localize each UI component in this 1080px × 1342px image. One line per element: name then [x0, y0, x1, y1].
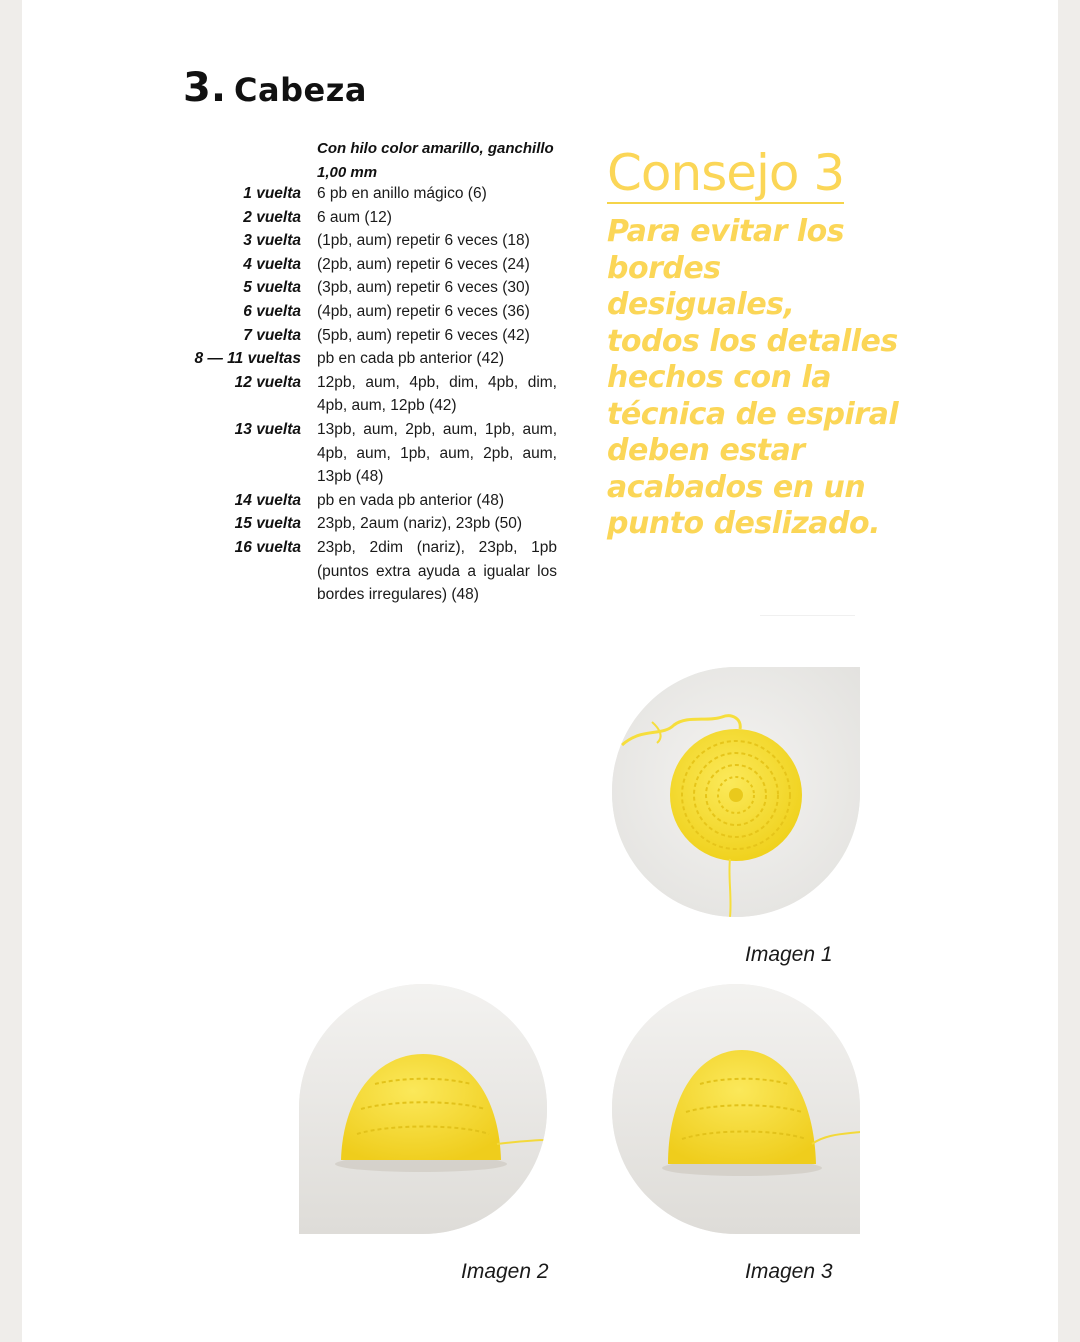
round-label: 12 vuelta: [234, 373, 301, 391]
round-label: 5 vuelta: [243, 279, 301, 297]
round-row: [180, 489, 570, 513]
round-instruction: (2pb, aum) repetir 6 veces (24): [317, 255, 530, 273]
round-row: [180, 300, 570, 324]
round-label: 4 vuelta: [243, 255, 301, 273]
round-row: [180, 512, 570, 536]
pattern-intro: Con hilo color amarillo, ganchillo 1,00 mm: [317, 140, 554, 181]
image-caption-2: Imagen 2: [461, 1260, 549, 1283]
section-number: 3.: [183, 65, 227, 111]
round-row: [180, 418, 570, 489]
round-row: [180, 276, 570, 300]
round-instruction: (3pb, aum) repetir 6 veces (30): [317, 279, 530, 297]
pattern-rounds: [180, 182, 570, 607]
photo-crochet-dome-side: [299, 984, 547, 1234]
image-caption-3: Imagen 3: [745, 1260, 833, 1283]
round-label: 2 vuelta: [243, 208, 301, 226]
round-instruction: (5pb, aum) repetir 6 veces (42): [317, 326, 530, 344]
section-heading: [183, 65, 367, 111]
photo-crochet-circle: [612, 667, 860, 917]
round-instruction: 6 pb en anillo mágico (6): [317, 185, 487, 202]
round-instruction: (4pb, aum) repetir 6 veces (36): [317, 302, 530, 320]
round-row: [180, 253, 570, 277]
crochet-circle-illustration: [612, 667, 860, 917]
round-row: [180, 347, 570, 371]
round-label: 15 vuelta: [234, 515, 301, 533]
round-label: 7 vuelta: [243, 326, 301, 344]
round-row: [180, 182, 570, 206]
round-instruction: 13pb, aum, 2pb, aum, 1pb, aum, 4pb, aum, 1pb, aum, 2pb, aum, 13pb (48): [317, 420, 557, 486]
photo-crochet-dome-front: [612, 984, 860, 1234]
tip-title: Consejo 3: [607, 144, 845, 202]
round-instruction: 23pb, 2dim (nariz), 23pb, 1pb (puntos extra ayuda a igualar los bordes irregulares) (48): [317, 538, 557, 604]
crochet-dome-illustration: [299, 984, 547, 1234]
round-label: 6 vuelta: [243, 302, 301, 320]
crochet-dome-illustration: [612, 984, 860, 1234]
round-label: 8 — 11 vueltas: [194, 350, 301, 368]
round-instruction: 23pb, 2aum (nariz), 23pb (50): [317, 515, 523, 533]
round-label: 14 vuelta: [234, 491, 301, 509]
round-instruction: (1pb, aum) repetir 6 veces (18): [317, 232, 530, 250]
round-instruction: pb en vada pb anterior (48): [317, 491, 504, 509]
round-row: [180, 371, 570, 418]
round-row: [180, 536, 570, 607]
round-row: [180, 206, 570, 230]
round-label: 3 vuelta: [243, 232, 301, 250]
section-title: Cabeza: [234, 71, 367, 109]
round-label: 16 vuelta: [234, 538, 301, 556]
image-caption-1: Imagen 1: [745, 943, 833, 966]
round-row: [180, 229, 570, 253]
round-label: 13 vuelta: [234, 420, 301, 438]
round-instruction: 12pb, aum, 4pb, dim, 4pb, dim, 4pb, aum, 12pb (42): [317, 373, 557, 415]
tip-divider: [760, 615, 855, 616]
round-instruction: pb en cada pb anterior (42): [317, 350, 504, 368]
round-row: [180, 324, 570, 348]
tip-body: Para evitar los bordes desiguales, todos los detalles hechos con la técnica de espiral deben estar acabados en un punto deslizado.: [607, 214, 899, 541]
round-instruction: 6 aum (12): [317, 208, 392, 226]
round-label: 1 vuelta: [243, 185, 301, 202]
tip-box: [607, 146, 907, 543]
